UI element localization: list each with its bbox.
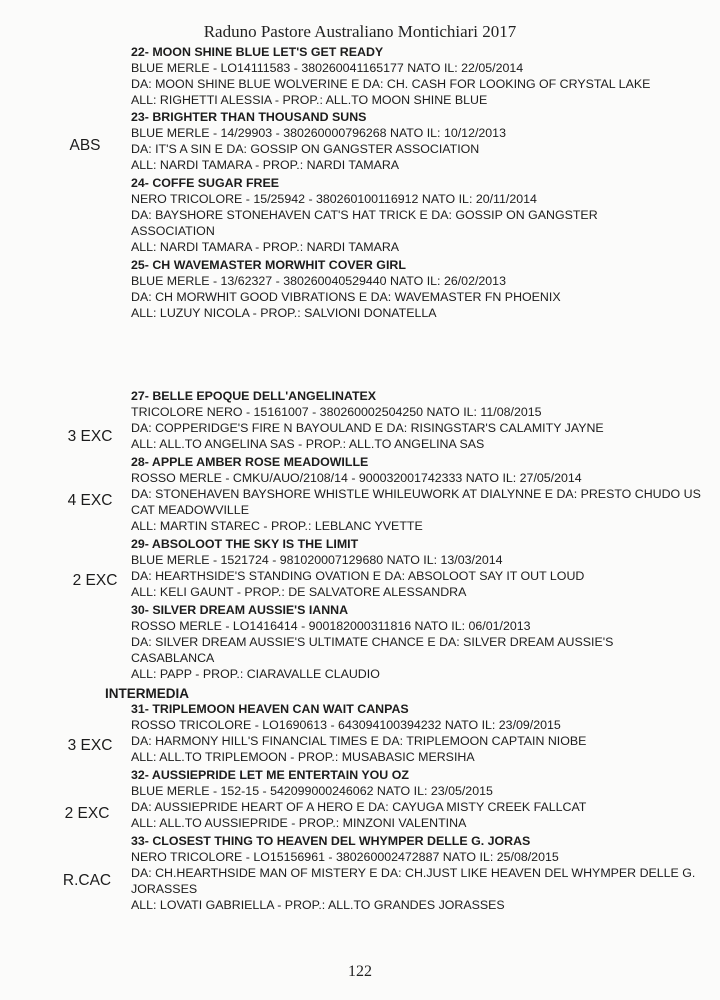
result-mark: 2 EXC [72, 572, 118, 589]
dog-name: 25- CH WAVEMASTER MORWHIT COVER GIRL [131, 258, 406, 272]
result-mark: R.CAC [62, 872, 112, 889]
dog-registration: BLUE MERLE - LO14111583 - 380260041165177 NATO IL: 22/05/2014 [131, 61, 524, 76]
dog-owner: ALL: ALL.TO TRIPLEMOON - PROP.: MUSABASIC MERSIHA [131, 750, 475, 765]
dog-entry-31 [131, 701, 716, 765]
dog-owner: ALL: RIGHETTI ALESSIA - PROP.: ALL.TO MOON SHINE BLUE [131, 93, 488, 108]
page-number: 122 [348, 963, 372, 980]
dog-parents: DA: SILVER DREAM AUSSIE'S ULTIMATE CHANCE E DA: SILVER DREAM AUSSIE'S CASABLANCA [131, 635, 614, 666]
dog-name: 22- MOON SHINE BLUE LET'S GET READY [131, 45, 384, 59]
dog-entry-32 [131, 767, 716, 831]
dog-parents: DA: AUSSIEPRIDE HEART OF A HERO E DA: CAYUGA MISTY CREEK FALLCAT [131, 800, 587, 815]
dog-entry-22 [131, 44, 716, 108]
dog-name: 28- APPLE AMBER ROSE MEADOWILLE [131, 455, 369, 469]
dog-owner: ALL: ALL.TO ANGELINA SAS - PROP.: ALL.TO ANGELINA SAS [131, 437, 485, 452]
dog-parents: DA: STONEHAVEN BAYSHORE WHISTLE WHILEUWORK AT DIALYNNE E DA: PRESTO CHUDO US CAT MEADOWVILLE [131, 487, 701, 518]
dog-entry-33 [131, 833, 716, 913]
result-mark: 3 EXC [67, 428, 113, 445]
dog-entry-29 [131, 536, 716, 600]
dog-owner: ALL: NARDI TAMARA - PROP.: NARDI TAMARA [131, 240, 400, 255]
dog-owner: ALL: LOVATI GABRIELLA - PROP.: ALL.TO GRANDES JORASSES [131, 898, 505, 913]
dog-parents: DA: BAYSHORE STONEHAVEN CAT'S HAT TRICK E DA: GOSSIP ON GANGSTER ASSOCIATION [131, 208, 598, 239]
dog-registration: ROSSO MERLE - LO1416414 - 900182000311816 NATO IL: 06/01/2013 [131, 619, 531, 634]
dog-owner: ALL: ALL.TO AUSSIEPRIDE - PROP.: MINZONI VALENTINA [131, 816, 467, 831]
dog-entry-23 [131, 109, 716, 173]
dog-entry-30 [131, 602, 716, 682]
dog-owner: ALL: MARTIN STAREC - PROP.: LEBLANC YVETTE [131, 519, 423, 534]
dog-registration: BLUE MERLE - 1521724 - 981020007129680 NATO IL: 13/03/2014 [131, 553, 503, 568]
dog-parents: DA: HEARTHSIDE'S STANDING OVATION E DA: ABSOLOOT SAY IT OUT LOUD [131, 569, 585, 584]
dog-registration: NERO TRICOLORE - 15/25942 - 380260100116912 NATO IL: 20/11/2014 [131, 192, 537, 207]
dog-name: 30- SILVER DREAM AUSSIE'S IANNA [131, 603, 349, 617]
result-mark: 2 EXC [64, 805, 110, 822]
page-title: Raduno Pastore Australiano Montichiari 2017 [203, 22, 517, 41]
dog-parents: DA: COPPERIDGE'S FIRE N BAYOULAND E DA: RISINGSTAR'S CALAMITY JAYNE [131, 421, 604, 436]
dog-name: 27- BELLE EPOQUE DELL'ANGELINATEX [131, 389, 377, 403]
dog-registration: BLUE MERLE - 13/62327 - 380260040529440 NATO IL: 26/02/2013 [131, 274, 506, 289]
dog-parents: DA: MOON SHINE BLUE WOLVERINE E DA: CH. CASH FOR LOOKING OF CRYSTAL LAKE [131, 77, 651, 92]
dog-owner: ALL: LUZUY NICOLA - PROP.: SALVIONI DONATELLA [131, 306, 437, 321]
dog-entry-28 [131, 454, 716, 534]
dog-entry-24 [131, 175, 716, 255]
dog-owner: ALL: PAPP - PROP.: CIARAVALLE CLAUDIO [131, 667, 380, 682]
dog-registration: BLUE MERLE - 152-15 - 542099000246062 NATO IL: 23/05/2015 [131, 784, 493, 799]
result-mark: 4 EXC [67, 492, 113, 509]
dog-parents: DA: HARMONY HILL'S FINANCIAL TIMES E DA: TRIPLEMOON CAPTAIN NIOBE [131, 734, 587, 749]
dog-parents: DA: CH MORWHIT GOOD VIBRATIONS E DA: WAVEMASTER FN PHOENIX [131, 290, 561, 305]
dog-name: 31- TRIPLEMOON HEAVEN CAN WAIT CANPAS [131, 702, 409, 716]
dog-name: 24- COFFE SUGAR FREE [131, 176, 280, 190]
dog-owner: ALL: NARDI TAMARA - PROP.: NARDI TAMARA [131, 158, 400, 173]
section-heading: INTERMEDIA [105, 686, 189, 701]
dog-parents: DA: CH.HEARTHSIDE MAN OF MISTERY E DA: CH.JUST LIKE HEAVEN DEL WHYMPER DELLE G. JORASSES [131, 866, 696, 897]
dog-name: 32- AUSSIEPRIDE LET ME ENTERTAIN YOU OZ [131, 768, 409, 782]
result-mark: ABS [69, 137, 101, 154]
dog-entry-27 [131, 388, 716, 452]
dog-name: 33- CLOSEST THING TO HEAVEN DEL WHYMPER DELLE G. JORAS [131, 834, 531, 848]
dog-name: 23- BRIGHTER THAN THOUSAND SUNS [131, 110, 367, 124]
dog-owner: ALL: KELI GAUNT - PROP.: DE SALVATORE ALESSANDRA [131, 585, 467, 600]
dog-entry-25 [131, 257, 716, 321]
dog-registration: BLUE MERLE - 14/29903 - 380260000796268 NATO IL: 10/12/2013 [131, 126, 506, 141]
dog-registration: ROSSO MERLE - CMKU/AUO/2108/14 - 900032001742333 NATO IL: 27/05/2014 [131, 471, 582, 486]
dog-parents: DA: IT'S A SIN E DA: GOSSIP ON GANGSTER ASSOCIATION [131, 142, 480, 157]
dog-registration: NERO TRICOLORE - LO15156961 - 380260002472887 NATO IL: 25/08/2015 [131, 850, 559, 865]
dog-name: 29- ABSOLOOT THE SKY IS THE LIMIT [131, 537, 359, 551]
dog-registration: TRICOLORE NERO - 15161007 - 380260002504250 NATO IL: 11/08/2015 [131, 405, 542, 420]
dog-registration: ROSSO TRICOLORE - LO1690613 - 643094100394232 NATO IL: 23/09/2015 [131, 718, 561, 733]
result-mark: 3 EXC [67, 737, 113, 754]
